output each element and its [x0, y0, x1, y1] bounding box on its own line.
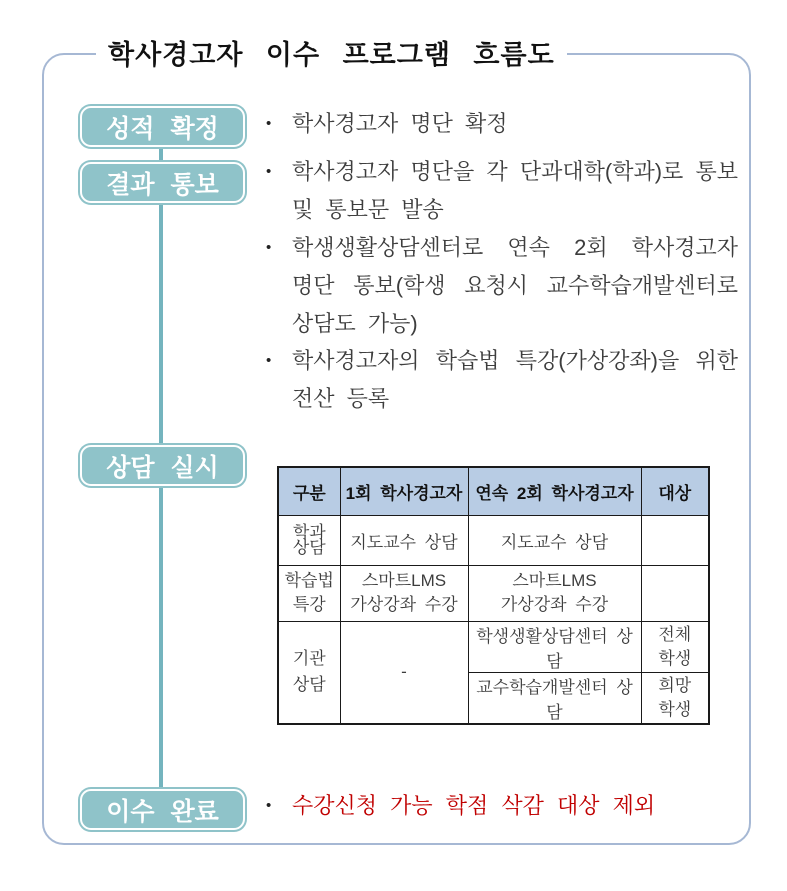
cell-line: 희망 [658, 675, 692, 695]
cell-line: 스마트LMS [361, 571, 447, 590]
cell-first-warning [340, 565, 468, 621]
bullet-text: 학사경고자 명단을 각 단과대학(학과)로 통보 및 통보문 발송 [292, 159, 738, 222]
step-box-grade-confirmation [80, 106, 245, 147]
cell-line: 상담 [292, 538, 326, 557]
cell-second-warning: 교수학습개발센터 상담 [468, 672, 641, 724]
cell-first-warning: 지도교수 상담 [340, 515, 468, 565]
completion-note-text: 수강신청 가능 학점 삭감 대상 제외 [292, 793, 656, 818]
bullet-icon: • [266, 115, 272, 132]
bullet-icon: • [266, 239, 272, 256]
bullet-text: 학생생활상담센터로 연속 2회 학사경고자 명단 통보(학생 요청시 교수학습개발센터로 상담도 가능) [292, 235, 738, 336]
cell-category [278, 515, 340, 565]
cell-line: 가상강좌 수강 [500, 595, 609, 614]
cell-target [641, 565, 709, 621]
table-row-study-lecture [278, 565, 709, 621]
cell-target [641, 672, 709, 724]
cell-line: 학습법 [284, 571, 334, 590]
bullet-icon: • [266, 797, 272, 814]
cell-line: 특강 [292, 595, 326, 614]
cell-line: 학생 [658, 699, 692, 719]
page-title: 학사경고자 이수 프로그램 흐름도 [96, 33, 567, 72]
step-box-result-notification [80, 162, 245, 203]
table-row-dept-consult [278, 515, 709, 565]
bullet-item [266, 342, 738, 418]
cell-line: 전체 [658, 624, 692, 644]
cell-line: 기관 [292, 649, 326, 668]
header-target: 대상 [641, 467, 709, 515]
cell-second-warning: 학생생활상담센터 상담 [468, 621, 641, 672]
cell-target [641, 621, 709, 672]
table-row-institution-1 [278, 621, 709, 672]
header-second-warning: 연속 2회 학사경고자 [468, 467, 641, 515]
cell-first-warning: - [340, 621, 468, 724]
step-label: 결과 통보 [106, 170, 219, 199]
cell-category [278, 621, 340, 724]
bullet-text: 학사경고자의 학습법 특강(가상강좌)을 위한 전산 등록 [292, 348, 738, 411]
cell-category [278, 565, 340, 621]
bullet-icon: • [266, 163, 272, 180]
step-label: 상담 실시 [106, 453, 219, 482]
cell-line: 학과 [292, 523, 326, 542]
cell-line: 상담 [292, 675, 326, 694]
bullet-item [266, 229, 738, 343]
cell-second-warning: 지도교수 상담 [468, 515, 641, 565]
cell-line: 가상강좌 수강 [350, 595, 458, 614]
header-first-warning: 1회 학사경고자 [340, 467, 468, 515]
bullet-text: 학사경고자 명단 확정 [292, 111, 508, 136]
step-label: 이수 완료 [106, 797, 219, 826]
bullet-item [266, 105, 738, 143]
table-header-row [278, 467, 709, 515]
step-label: 성적 확정 [106, 114, 219, 143]
bullet-icon: • [266, 352, 272, 369]
consultation-table [277, 466, 710, 725]
cell-line: 스마트LMS [512, 571, 597, 590]
cell-target [641, 515, 709, 565]
completion-note [266, 787, 738, 825]
bullet-item [266, 153, 738, 229]
step-box-consultation [80, 445, 245, 486]
step-box-completion [80, 789, 245, 830]
cell-line: 학생 [658, 648, 692, 668]
cell-second-warning [468, 565, 641, 621]
header-category: 구분 [278, 467, 340, 515]
